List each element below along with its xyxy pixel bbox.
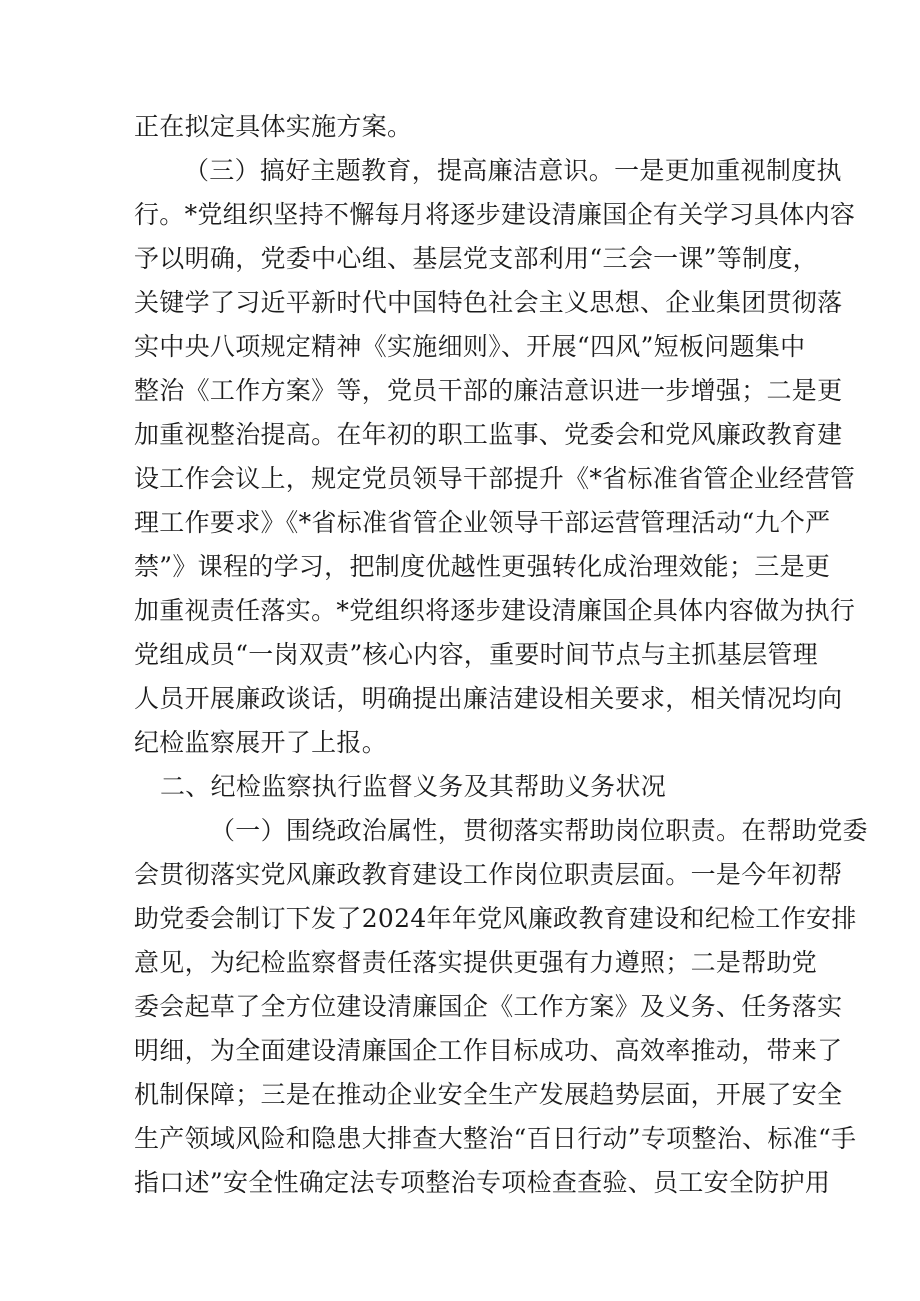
paragraph-line: 明细，为全面建设清廉国企工作目标成功、高效率推动，带来了 xyxy=(134,1036,843,1065)
section-heading-line: （一）围绕政治属性，贯彻落实帮助岗位职责。在帮助党委 xyxy=(210,816,868,845)
paragraph-line: 整治《工作方案》等，党员干部的廉洁意识进一步增强；二是更 xyxy=(134,376,843,405)
paragraph-line: 设工作会议上，规定党员领导干部提升《*省标准省管企业经营管 xyxy=(134,464,856,493)
paragraph-line: 纪检监察展开了上报。 xyxy=(134,728,388,757)
paragraph-line: 加重视责任落实。*党组织将逐步建设清廉国企具体内容做为执行 xyxy=(134,596,856,625)
paragraph-line: 指口述”安全性确定法专项整治专项检查查验、员工安全防护用 xyxy=(134,1168,831,1197)
paragraph-line: 意见，为纪检监察督责任落实提供更强有力遵照；二是帮助党 xyxy=(134,948,818,977)
paragraph-line: 正在拟定具体实施方案。 xyxy=(134,112,413,141)
paragraph-line: 助党委会制订下发了2024年年党风廉政教育建设和纪检工作安排 xyxy=(134,904,857,933)
paragraph-line: 加重视整治提高。在年初的职工监事、党委会和党风廉政教育建 xyxy=(134,420,843,449)
paragraph-line: 委会起草了全方位建设清廉国企《工作方案》及义务、任务落实 xyxy=(134,992,843,1021)
paragraph-line: 行。*党组织坚持不懈每月将逐步建设清廉国企有关学习具体内容 xyxy=(134,200,856,229)
paragraph-line: 人员开展廉政谈话，明确提出廉洁建设相关要求，相关情况均向 xyxy=(134,684,843,713)
paragraph-line: 关键学了习近平新时代中国特色社会主义思想、企业集团贯彻落 xyxy=(134,288,843,317)
section-title: 二、纪检监察执行监督义务及其帮助义务状况 xyxy=(160,772,667,801)
paragraph-line: 予以明确，党委中心组、基层党支部利用“三会一课”等制度， xyxy=(134,244,818,273)
paragraph-line: 实中央八项规定精神《实施细则》、开展“四风”短板问题集中 xyxy=(134,332,806,361)
paragraph-line: 党组成员“一岗双责”核心内容，重要时间节点与主抓基层管理 xyxy=(134,640,818,669)
paragraph-line: 机制保障；三是在推动企业安全生产发展趋势层面，开展了安全 xyxy=(134,1080,843,1109)
paragraph-line: 理工作要求》《*省标准省管企业领导干部运营管理活动“九个严 xyxy=(134,508,831,537)
paragraph-line: 禁”》课程的学习，把制度优越性更强转化成治理效能；三是更 xyxy=(134,552,831,581)
paragraph-line: 生产领域风险和隐患大排查大整治“百日行动”专项整治、标准“手 xyxy=(134,1124,857,1153)
paragraph-line: 会贯彻落实党风廉政教育建设工作岗位职责层面。一是今年初帮 xyxy=(134,860,843,889)
section-heading-line: （三）搞好主题教育，提高廉洁意识。一是更加重视制度执 xyxy=(184,156,842,185)
